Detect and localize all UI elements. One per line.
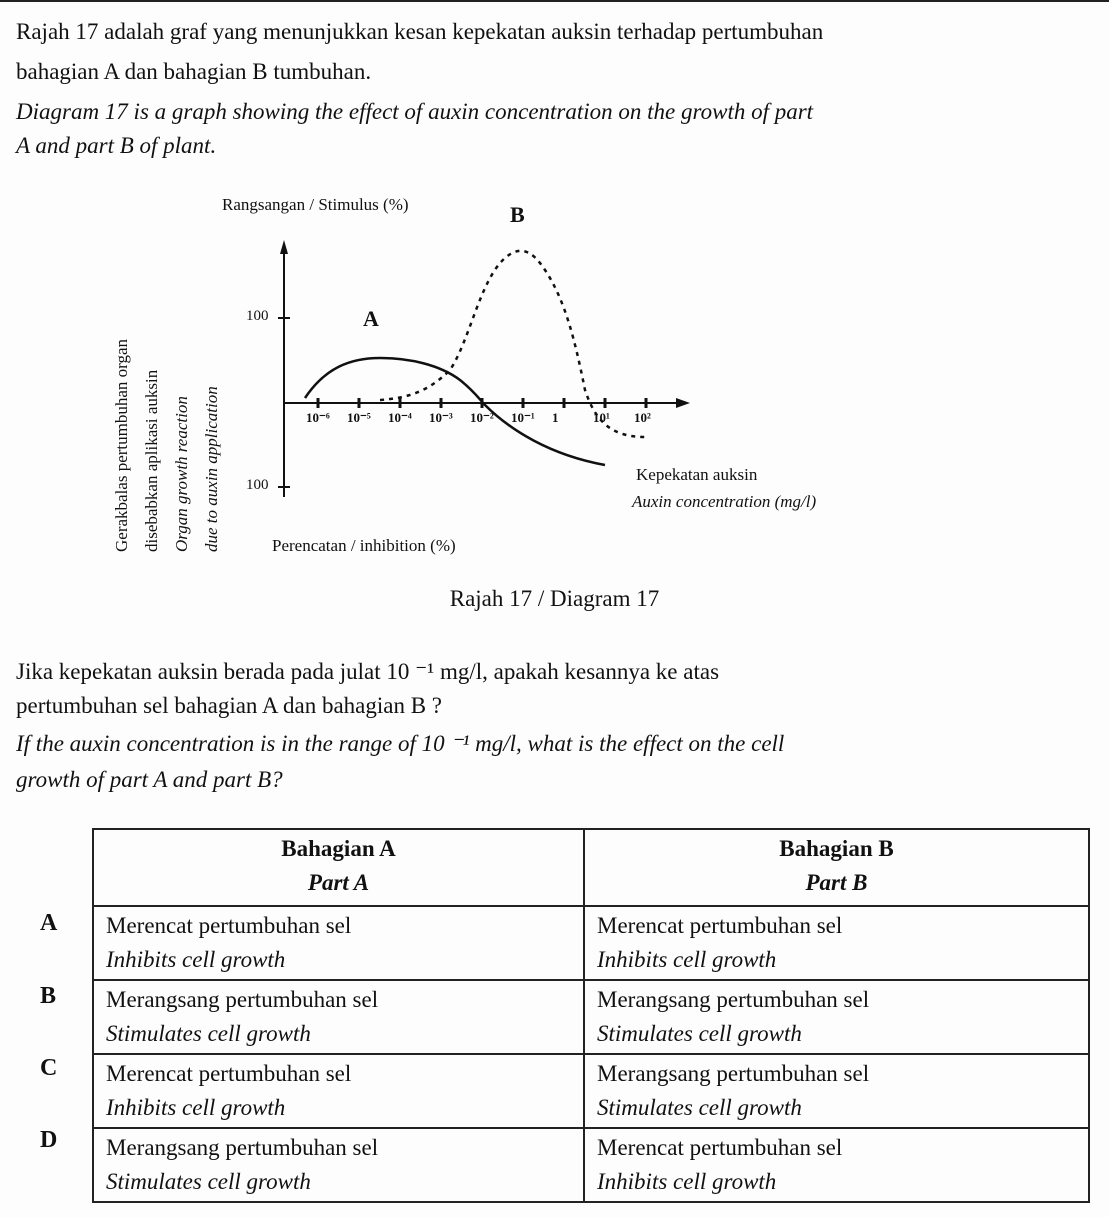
- y-side-label-3: Organ growth reaction: [172, 396, 191, 552]
- y-side-label-1: Gerakbalas pertumbuhan organ: [112, 338, 131, 552]
- y-tick-100-bottom: 100: [246, 477, 269, 493]
- answer-options-table: [92, 828, 1090, 1203]
- question-en-line2: growth of part A and part B?: [16, 767, 283, 792]
- x-label-en: Auxin concentration (mg/l): [632, 492, 817, 511]
- x-tick-label: 10²: [634, 410, 651, 425]
- auxin-graph: [0, 0, 1109, 600]
- cell-part-b: Merencat pertumbuhan sel Inhibits cell growth: [584, 1128, 1089, 1202]
- table-row[interactable]: [93, 980, 1089, 1054]
- header-part-b: Bahagian B Part B: [584, 829, 1089, 906]
- diagram-caption: Rajah 17 / Diagram 17: [449, 586, 660, 611]
- cell-part-a: Merencat pertumbuhan sel Inhibits cell growth: [93, 906, 584, 980]
- x-tick-label: 10⁻⁵: [347, 410, 371, 425]
- question-ms-line2: pertumbuhan sel bahagian A dan bahagian B ?: [16, 693, 443, 718]
- curve-a-label: A: [363, 306, 379, 331]
- cell-part-a: Merangsang pertumbuhan sel Stimulates cell growth: [93, 980, 584, 1054]
- y-side-label-2: disebabkan aplikasi auksin: [142, 369, 161, 552]
- question-en-line1: If the auxin concentration is in the range of 10 ⁻¹ mg/l, what is the effect on the cell: [16, 731, 785, 756]
- intro-ms-line2: bahagian A dan bahagian B tumbuhan.: [16, 59, 372, 84]
- option-letter-a[interactable]: A: [40, 910, 58, 936]
- x-tick-label: 10⁻⁶: [306, 410, 330, 425]
- table-header-row: [93, 829, 1089, 906]
- cell-part-b: Merangsang pertumbuhan sel Stimulates cell growth: [584, 1054, 1089, 1128]
- cell-part-b: Merangsang pertumbuhan sel Stimulates cell growth: [584, 980, 1089, 1054]
- curve-b-label: B: [510, 202, 525, 227]
- table-row[interactable]: [93, 1128, 1089, 1202]
- y-side-label-4: due to auxin application: [202, 386, 221, 552]
- x-tick-label: 10⁻²: [470, 410, 494, 425]
- option-letter-c[interactable]: C: [40, 1055, 58, 1081]
- y-axis-arrow: [280, 240, 288, 254]
- y-tick-100-top: 100: [246, 308, 269, 324]
- y-bottom-label: Perencatan / inhibition (%): [272, 536, 456, 555]
- question-ms-line1: Jika kepekatan auksin berada pada julat 10 ⁻¹ mg/l, apakah kesannya ke atas: [16, 659, 720, 684]
- table-row[interactable]: [93, 1054, 1089, 1128]
- x-tick-label: 10⁻³: [429, 410, 453, 425]
- y-top-label: Rangsangan / Stimulus (%): [222, 195, 409, 214]
- intro-en-line2: A and part B of plant.: [16, 133, 217, 158]
- cell-part-b: Merencat pertumbuhan sel Inhibits cell growth: [584, 906, 1089, 980]
- x-tick-label: 10⁻⁴: [388, 410, 412, 425]
- x-tick-label: 10¹: [593, 410, 610, 425]
- header-part-a: Bahagian A Part A: [93, 829, 584, 906]
- intro-ms-line1: Rajah 17 adalah graf yang menunjukkan kesan kepekatan auksin terhadap pertumbuhan: [16, 19, 824, 44]
- x-tick-label: 10⁻¹: [511, 410, 535, 425]
- intro-en-line1: Diagram 17 is a graph showing the effect of auxin concentration on the growth of part: [16, 99, 814, 124]
- option-letter-b[interactable]: B: [40, 983, 57, 1009]
- x-tick-label: 1: [552, 410, 559, 425]
- cell-part-a: Merencat pertumbuhan sel Inhibits cell growth: [93, 1054, 584, 1128]
- cell-part-a: Merangsang pertumbuhan sel Stimulates cell growth: [93, 1128, 584, 1202]
- x-label-ms: Kepekatan auksin: [636, 465, 758, 484]
- table-row[interactable]: [93, 906, 1089, 980]
- option-letter-d[interactable]: D: [40, 1127, 58, 1153]
- x-axis-arrow: [676, 398, 690, 408]
